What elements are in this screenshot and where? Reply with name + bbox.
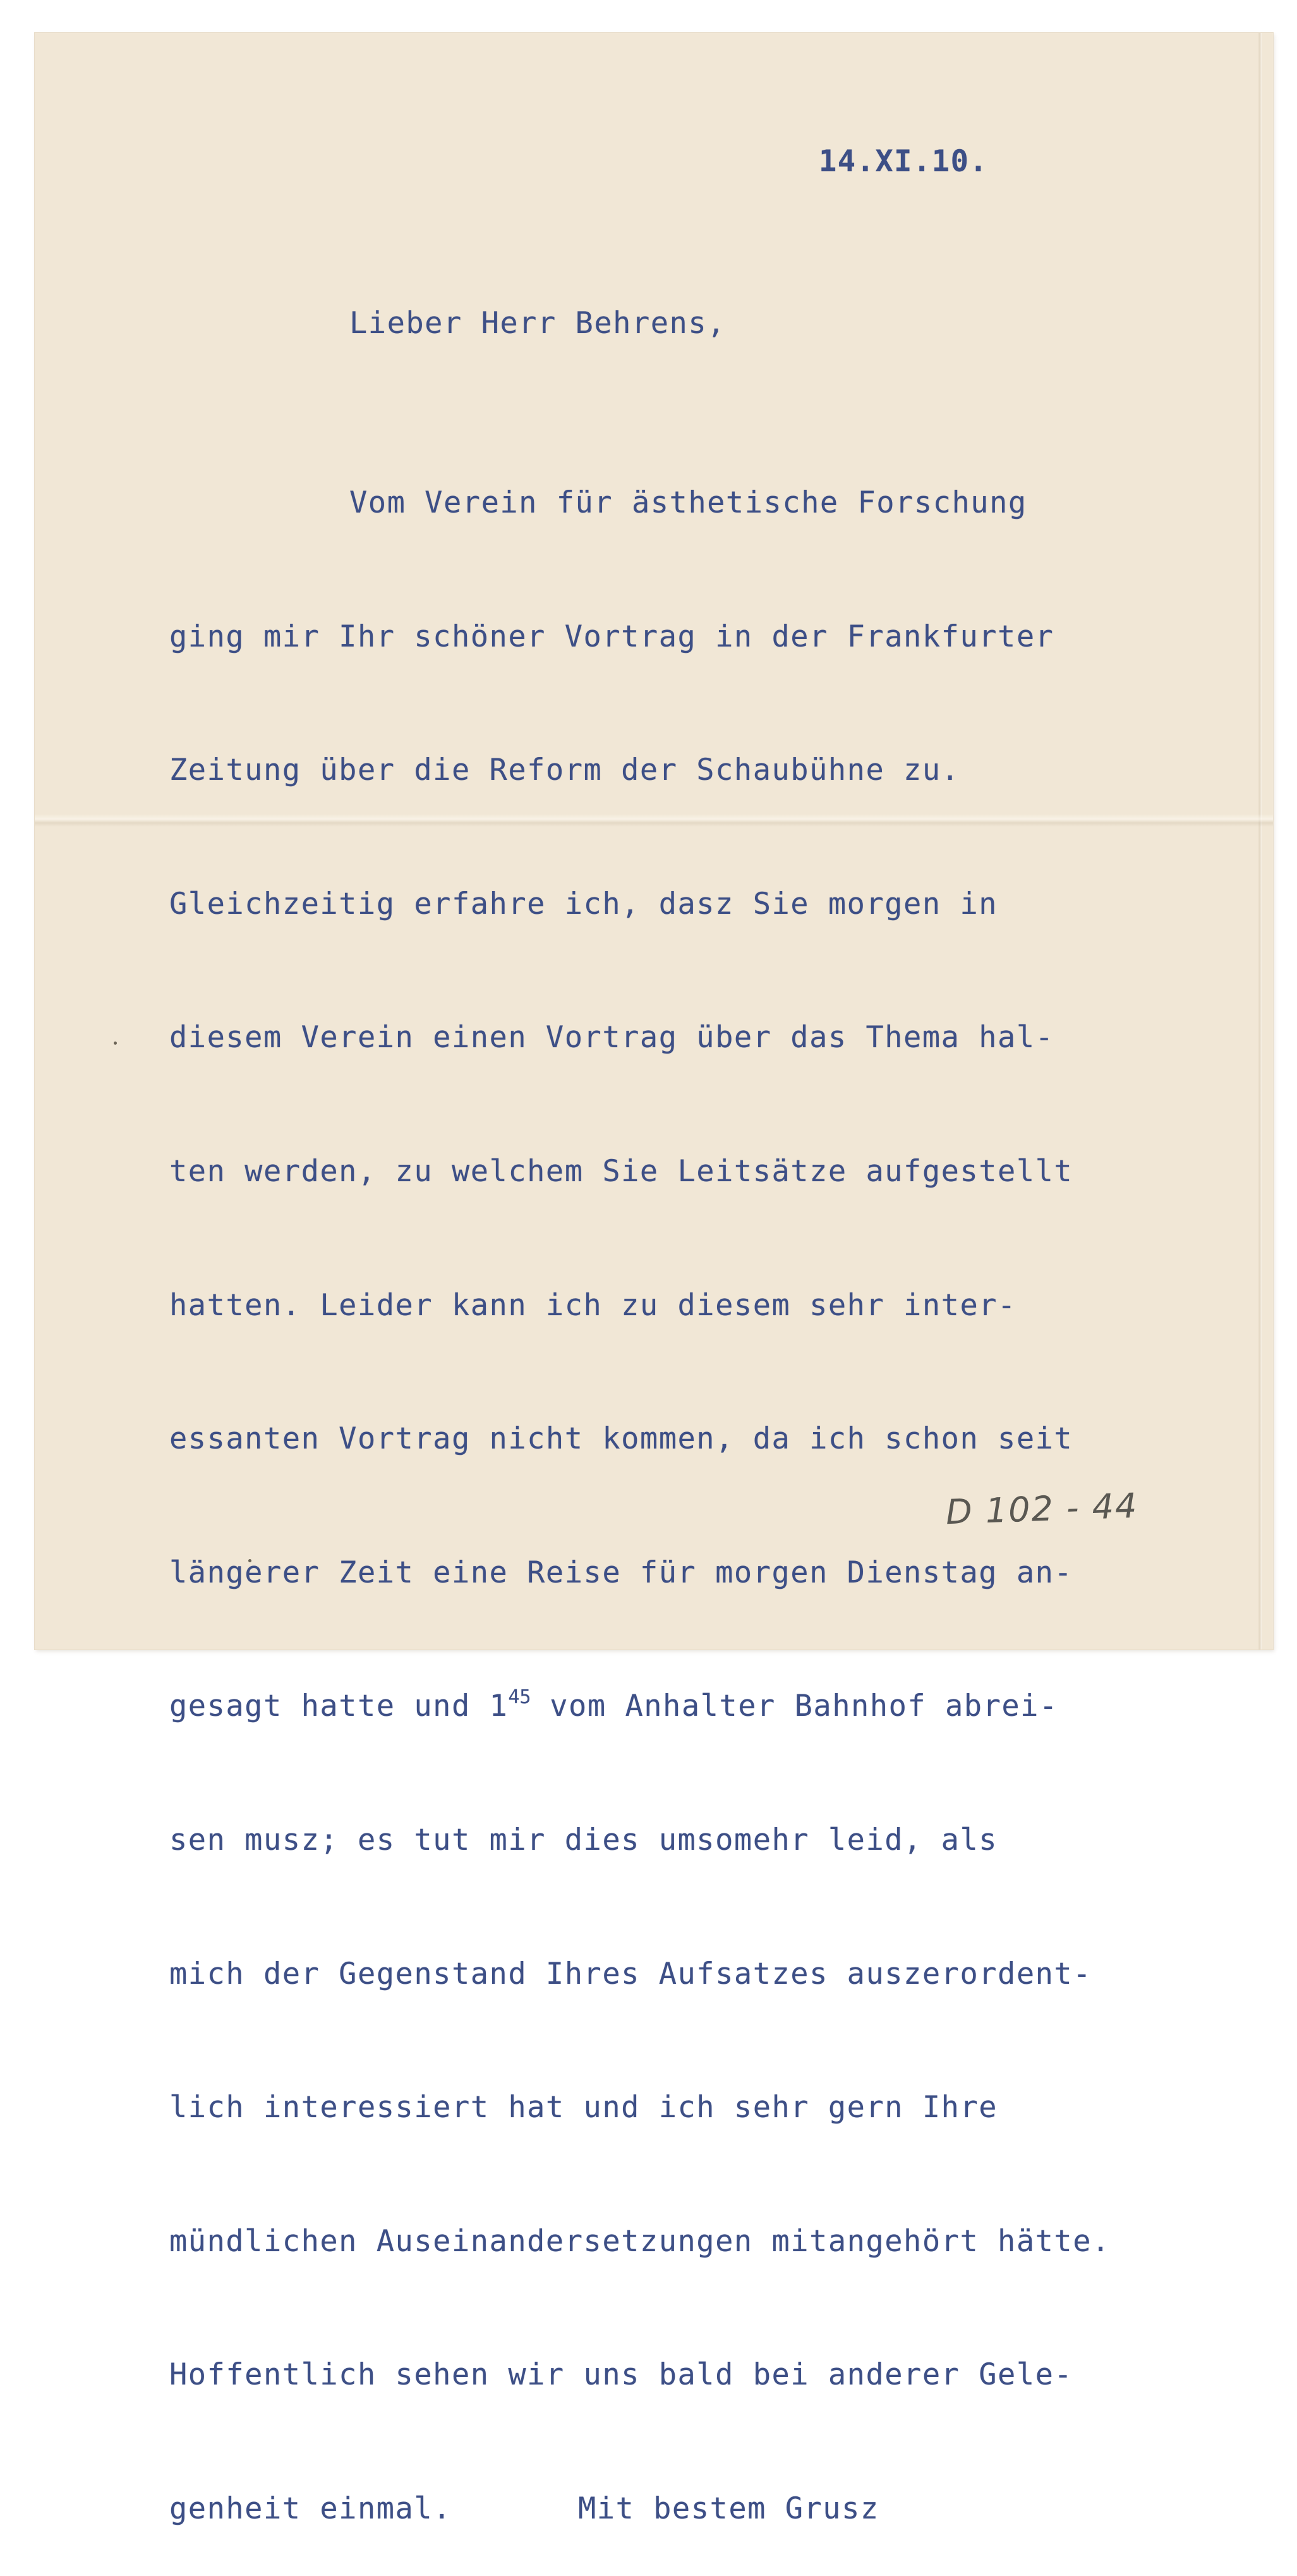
letter-body [169,401,1111,2576]
time-text-before: gesagt hatte und 1 [169,1689,509,1724]
time-superscript: 45 [508,1686,531,1709]
body-line: lich interessiert hat und ich sehr gern Ihre [169,2090,998,2125]
body-line: essanten Vortrag nicht kommen, da ich schon seit [169,1421,1073,1457]
archive-reference: D 102 - 44 [944,1485,1139,1533]
paper-speck [114,1042,117,1045]
body-line: längerer Zeit eine Reise für morgen Dienstag an- [169,1555,1073,1590]
body-line: Gleichzeitig erfahre ich, dasz Sie morgen in [169,886,998,921]
time-text-after: vom Anhalter Bahnhof abrei- [531,1689,1058,1724]
body-line: mich der Gegenstand Ihres Aufsatzes auszerordent- [169,1956,1092,1991]
last-line: genheit einmal. [169,2491,452,2526]
body-line: mündlichen Auseinandersetzungen mitangehört hätte. [169,2223,1111,2259]
body-line: diesem Verein einen Vortrag über das Thema hal- [169,1020,1054,1055]
body-line-closing [169,2477,1111,2541]
body-line: ten werden, zu welchem Sie Leitsätze aufgestellt [169,1153,1073,1189]
closing-greeting: Mit bestem Grusz [577,2491,879,2526]
body-line: ging mir Ihr schöner Vortrag in der Frankfurter [169,619,1054,654]
body-line: Hoffentlich sehen wir uns bald bei anderer Gele- [169,2357,1073,2393]
body-line: Vom Verein für ästhetische Forschung [349,485,1027,520]
letter-salutation: Lieber Herr Behrens, [349,306,726,341]
sheet-edge [1258,33,1262,1649]
letter-date: 14.XI.10. [819,144,989,179]
body-line: sen musz; es tut mir dies umsomehr leid, als [169,1822,998,1857]
body-line: hatten. Leider kann ich zu diesem sehr inter- [169,1287,1016,1323]
body-line: Zeitung über die Reform der Schaubühne zu. [169,753,960,788]
body-line-time [169,1674,1111,1739]
